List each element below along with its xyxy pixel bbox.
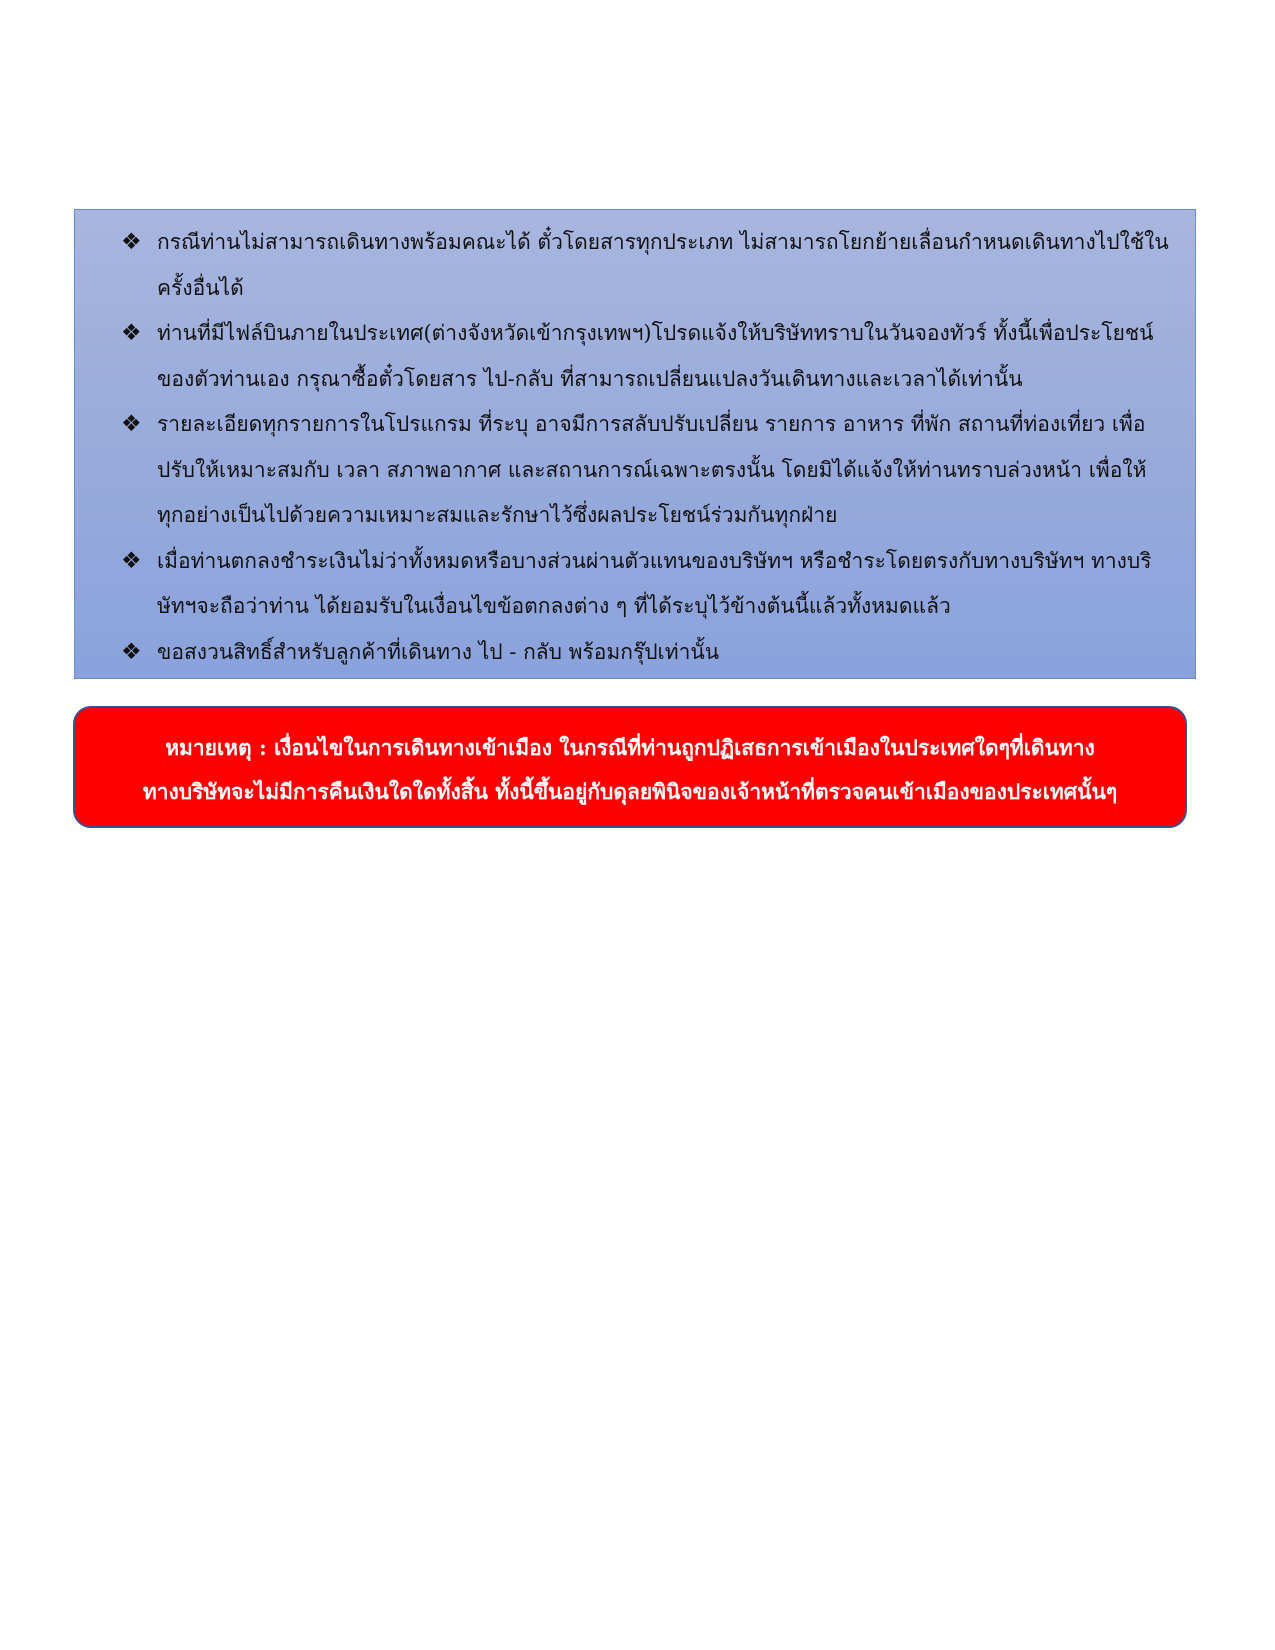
list-item xyxy=(121,539,1171,630)
diamond-bullet-icon: ❖ xyxy=(121,547,142,574)
terms-conditions-box xyxy=(74,209,1196,679)
diamond-bullet-icon: ❖ xyxy=(121,229,142,255)
list-item xyxy=(121,311,1171,402)
list-item xyxy=(121,402,1171,539)
diamond-bullet-icon: ❖ xyxy=(121,411,142,437)
terms-list xyxy=(121,220,1171,675)
term-text: รายละเอียดทุกรายการในโปรแกรม ที่ระบุ อาจมีการสลับปรับเปลี่ยน รายการ อาหาร ที่พัก สถานที่ท่องเที่ยว เพื่อปรับให้เหมาะสมกับ เวลา สภาพอากาศ และสถานการณ์เฉพาะตรงนั้น โดยมิได้แจ้งให้ท่านทราบล่วงหน้า เพื่อให้ทุกอย่างเป็นไปด้วยความเหมาะสมและรักษาไว้ซึ่งผลประโยชน์ร่วมกันทุกฝ่าย xyxy=(157,412,1147,527)
diamond-bullet-icon: ❖ xyxy=(121,638,142,665)
diamond-bullet-icon: ❖ xyxy=(121,320,142,346)
term-text: กรณีท่านไม่สามารถเดินทางพร้อมคณะได้ ตั๋วโดยสารทุกประเภท ไม่สามารถโยกย้ายเลื่อนกำหนดเดินทางไปใช้ในครั้งอื่นได้ xyxy=(157,230,1169,300)
term-text: ขอสงวนสิทธิ์สำหรับลูกค้าที่เดินทาง ไป - กลับ พร้อมกรุ๊ปเท่านั้น xyxy=(157,639,720,664)
term-text: เมื่อท่านตกลงชำระเงินไม่ว่าทั้งหมดหรือบางส่วนผ่านตัวแทนของบริษัทฯ หรือชำระโดยตรงกับทางบริษัทฯ ทางบริษัทฯจะถือว่าท่าน ได้ยอมรับในเงื่อนไขข้อตกลงต่าง ๆ ที่ได้ระบุไว้ข้างต้นนี้แล้วทั้งหมดแล้ว xyxy=(157,548,1152,618)
note-line-1: หมายเหตุ : เงื่อนไขในการเดินทางเข้าเมือง ในกรณีที่ท่านถูกปฏิเสธการเข้าเมืองในประเทศใดๆที่เดินทาง xyxy=(165,735,1095,760)
list-item xyxy=(121,220,1171,311)
immigration-note-box xyxy=(73,706,1187,828)
list-item xyxy=(121,630,1171,676)
note-line-2: ทางบริษัทจะไม่มีการคืนเงินใดใดทั้งสิ้น ทั้งนี้ขึ้นอยู่กับดุลยพินิจของเจ้าหน้าที่ตรวจคนเข้าเมืองของประเทศนั้นๆ xyxy=(142,779,1118,804)
term-text: ท่านที่มีไฟล์บินภายในประเทศ(ต่างจังหวัดเข้ากรุงเทพฯ)โปรดแจ้งให้บริษัททราบในวันจองทัวร์ ทั้งนี้เพื่อประโยชน์ของตัวท่านเอง กรุณาซื้อตั๋วโดยสาร ไป-กลับ ที่สามารถเปลี่ยนแปลงวันเดินทางและเวลาได้เท่านั้น xyxy=(157,321,1154,391)
